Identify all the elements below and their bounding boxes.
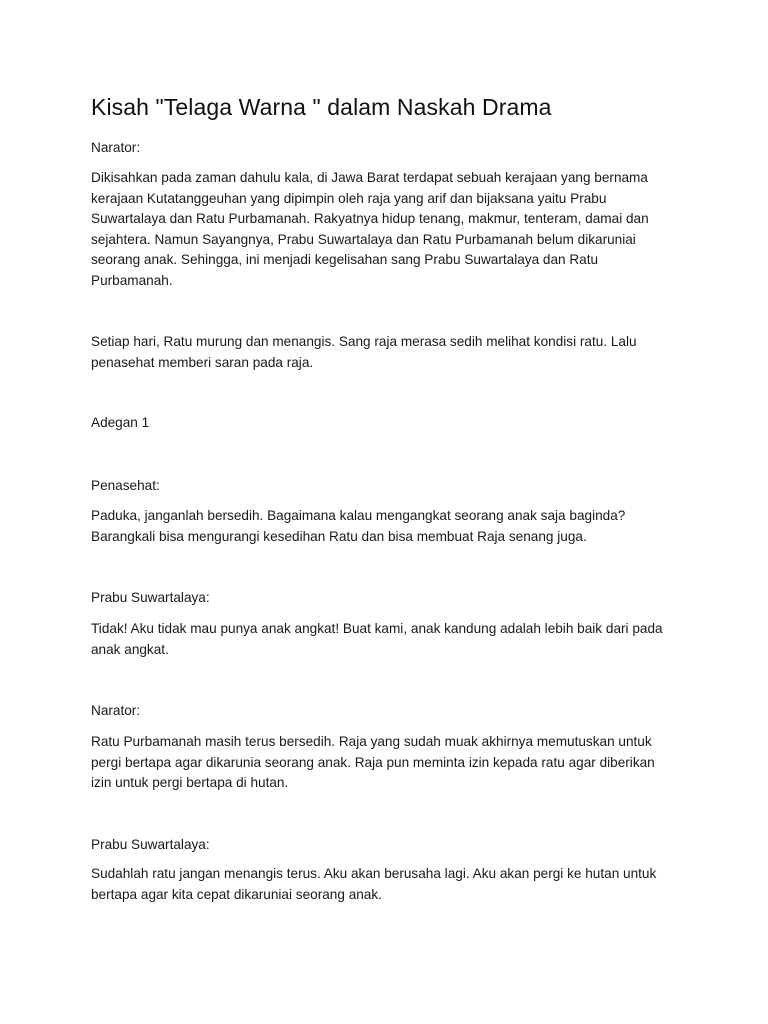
- speaker-label: [91, 835, 681, 856]
- document-title: Kisah "Telaga Warna " dalam Naskah Drama: [91, 94, 552, 120]
- dialogue-paragraph: [91, 506, 681, 547]
- dialogue-paragraph: [91, 864, 681, 905]
- text-line: Sudahlah ratu jangan menangis terus. Aku akan berusaha lagi. Aku akan pergi ke hutan untuk: [91, 866, 657, 881]
- text-line: Paduka, janganlah bersedih. Bagaimana kalau mengangkat seorang anak saja baginda?: [91, 508, 626, 523]
- speaker-label: [91, 588, 681, 609]
- scene-heading: [91, 413, 681, 434]
- speaker-label: [91, 138, 681, 159]
- speaker-label: [91, 476, 681, 497]
- text-line: bertapa agar kita cepat dikaruniai seorang anak.: [91, 886, 382, 902]
- text-line: Narator:: [91, 703, 141, 718]
- text-line: Suwartalaya dan Ratu Purbamanah. Rakyatnya hidup tenang, makmur, tenteram, damai dan: [91, 211, 649, 227]
- text-line: kerajaan Kutatanggeuhan yang dipimpin oleh raja yang arif dan bijaksana yaitu Prabu: [91, 190, 607, 206]
- text-line: izin untuk pergi bertapa di hutan.: [91, 775, 289, 791]
- text-line: Purbamanah.: [91, 272, 173, 288]
- text-line: Penasehat:: [91, 478, 160, 493]
- text-line: Narator:: [91, 140, 141, 155]
- speaker-label: [91, 701, 681, 722]
- text-line: penasehat memberi saran pada raja.: [91, 354, 314, 370]
- dialogue-paragraph: [91, 619, 681, 660]
- text-line: Setiap hari, Ratu murung dan menangis. Sang raja merasa sedih melihat kondisi ratu. Lalu: [91, 334, 637, 349]
- text-line: sejahtera. Namun Sayangnya, Prabu Suwartalaya dan Ratu Purbamanah belum dikaruniai: [91, 231, 636, 247]
- text-line: Prabu Suwartalaya:: [91, 590, 210, 605]
- text-line: anak angkat.: [91, 641, 169, 657]
- text-line: Barangkali bisa mengurangi kesedihan Ratu dan bisa membuat Raja senang juga.: [91, 528, 587, 544]
- text-line: Ratu Purbamanah masih terus bersedih. Raja yang sudah muak akhirnya memutuskan untuk: [91, 734, 652, 749]
- text-line: Prabu Suwartalaya:: [91, 837, 210, 852]
- narration-paragraph: [91, 332, 681, 373]
- narration-paragraph: [91, 168, 681, 292]
- text-line: pergi bertapa agar dikarunia seorang anak. Raja pun meminta izin kepada ratu agar diberikan: [91, 754, 655, 770]
- text-line: Adegan 1: [91, 415, 150, 430]
- text-line: seorang anak. Sehingga, ini menjadi kegelisahan sang Prabu Suwartalaya dan Ratu: [91, 252, 599, 268]
- narration-paragraph: [91, 732, 681, 794]
- text-line: Tidak! Aku tidak mau punya anak angkat! Buat kami, anak kandung adalah lebih baik dari pada: [91, 621, 663, 636]
- text-line: Dikisahkan pada zaman dahulu kala, di Jawa Barat terdapat sebuah kerajaan yang bernama: [91, 170, 648, 185]
